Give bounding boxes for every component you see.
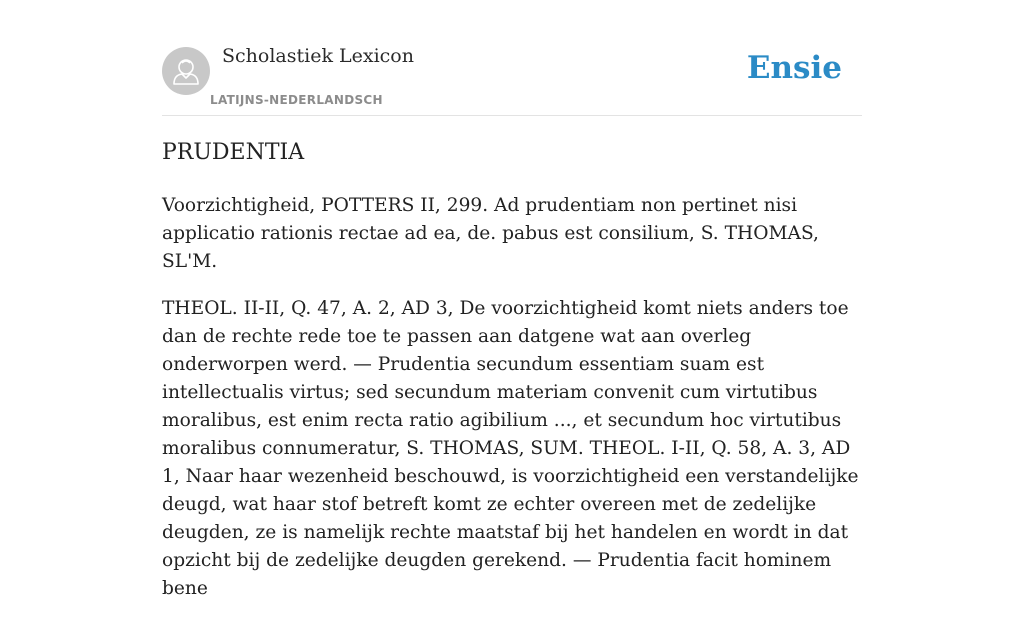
entry-title: PRUDENTIA	[162, 140, 305, 165]
page	[162, 0, 862, 599]
header	[162, 0, 862, 116]
site-title[interactable]: Scholastiek Lexicon	[222, 45, 414, 67]
entry-paragraph: Voorzichtigheid, POTTERS II, 299. Ad prudentiam non pertinet nisi applicatio rationis rectae ad ea, de. pabus est consilium, S. THOMAS, SL'M.	[162, 195, 819, 272]
brand-logo[interactable]: Ensie	[746, 50, 842, 86]
author-avatar[interactable]	[162, 47, 210, 95]
site-subtitle: LATIJNS-NEDERLANDSCH	[210, 93, 383, 107]
entry-paragraph: THEOL. II-II, Q. 47, A. 2, AD 3, De voorzichtigheid komt niets anders toe dan de rechte rede toe te passen aan datgene wat aan overleg onderworpen werd. — Prudentia secundum essentiam suam est intellectualis virtus; sed secundum materiam convenit cum virtutibus moralibus, est enim recta ratio agibilium ..., et secundum hoc virtutibus moralibus connumeratur, S. THOMAS, SUM. THEOL. I-II, Q. 58, A. 3, AD 1, Naar haar wezenheid beschouwd, is voorzichtigheid een verstandelijke deugd, wat haar stof betreft komt ze echter overeen met de zedelijke deugden, ze is namelijk rechte maatstaf bij het handelen en wordt in dat opzicht bij de zedelijke deugden gerekend. — Prudentia facit hominem bene	[162, 298, 859, 599]
entry-content	[162, 192, 862, 622]
user-icon	[162, 47, 210, 95]
